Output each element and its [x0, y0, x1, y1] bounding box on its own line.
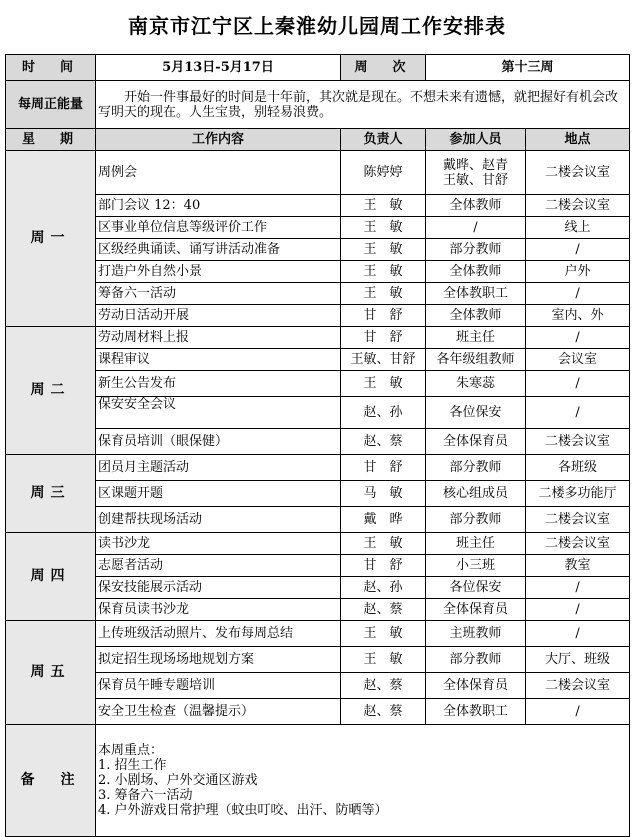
participants: 部分教师 — [426, 239, 526, 261]
location: 各班级 — [526, 455, 630, 481]
participants: / — [426, 217, 526, 239]
owner: 王 敏 — [341, 371, 426, 397]
owner: 王 敏 — [341, 217, 426, 239]
schedule-row — [6, 305, 630, 327]
location: / — [526, 577, 630, 599]
work-content: 保育员培训（眼保健） — [96, 429, 341, 455]
participants: 各位保安 — [426, 577, 526, 599]
location: / — [526, 621, 630, 647]
notes-item: 4. 户外游戏日常护理（蚊虫叮咬、出汗、防晒等） — [98, 803, 388, 818]
work-content: 保安安全会议 — [96, 397, 341, 429]
column-header-row — [6, 129, 630, 151]
work-content: 保安技能展示活动 — [96, 577, 341, 599]
participants: 各位保安 — [426, 397, 526, 429]
location: / — [526, 239, 630, 261]
owner: 赵、蔡 — [341, 673, 426, 699]
location: / — [526, 699, 630, 725]
motto-label: 每周正能量 — [6, 81, 96, 129]
schedule-row — [6, 239, 630, 261]
owner: 赵、蔡 — [341, 429, 426, 455]
location: 大厅、班级 — [526, 647, 630, 673]
schedule-row — [6, 599, 630, 621]
participants: 全体保育员 — [426, 429, 526, 455]
schedule-row — [6, 481, 630, 507]
owner: 王 敏 — [341, 621, 426, 647]
location: / — [526, 397, 630, 429]
work-content: 读书沙龙 — [96, 533, 341, 555]
location: 线上 — [526, 217, 630, 239]
work-content: 新生公告发布 — [96, 371, 341, 397]
participants: 全体教职工 — [426, 699, 526, 725]
location: 二楼会议室 — [526, 429, 630, 455]
col-location: 地点 — [526, 129, 630, 151]
participants: 小三班 — [426, 555, 526, 577]
header-row — [6, 55, 630, 81]
participants: 全体保育员 — [426, 673, 526, 699]
work-content: 课程审议 — [96, 349, 341, 371]
location: / — [526, 599, 630, 621]
location: 二楼会议室 — [526, 507, 630, 533]
schedule-row — [6, 555, 630, 577]
owner: 赵、蔡 — [341, 599, 426, 621]
work-content: 保育员午睡专题培训 — [96, 673, 341, 699]
day-name: 周二 — [6, 327, 96, 455]
participants: 各年级组教师 — [426, 349, 526, 371]
schedule-row — [6, 151, 630, 195]
owner: 王 敏 — [341, 239, 426, 261]
work-content: 创建帮扶现场活动 — [96, 507, 341, 533]
location: 会议室 — [526, 349, 630, 371]
col-owner: 负责人 — [341, 129, 426, 151]
motto-row — [6, 81, 630, 129]
col-day: 星 期 — [6, 129, 96, 151]
location: 二楼会议室 — [526, 673, 630, 699]
participants: 戴晔、赵青 王敏、甘舒 — [426, 151, 526, 195]
participants: 全体教师 — [426, 261, 526, 283]
work-content: 打造户外自然小景 — [96, 261, 341, 283]
schedule-row — [6, 621, 630, 647]
schedule-row — [6, 673, 630, 699]
work-content: 上传班级活动照片、发布每周总结 — [96, 621, 341, 647]
notes-content — [96, 725, 630, 837]
owner: 王 敏 — [341, 533, 426, 555]
col-content: 工作内容 — [96, 129, 341, 151]
day-name: 周三 — [6, 455, 96, 533]
week-value: 第十三周 — [426, 55, 630, 81]
location: 二楼多功能厅 — [526, 481, 630, 507]
week-label: 周 次 — [341, 55, 426, 81]
day-name: 周五 — [6, 621, 96, 725]
date-range: 5月13日-5月17日 — [96, 55, 341, 81]
location: 二楼会议室 — [526, 195, 630, 217]
schedule-row — [6, 577, 630, 599]
work-content: 区课题开题 — [96, 481, 341, 507]
day-name: 周一 — [6, 151, 96, 327]
schedule-row — [6, 533, 630, 555]
location: 室内、外 — [526, 305, 630, 327]
col-participants: 参加人员 — [426, 129, 526, 151]
participants: 全体教职工 — [426, 283, 526, 305]
schedule-row — [6, 507, 630, 533]
work-content: 区事业单位信息等级评价工作 — [96, 217, 341, 239]
work-content: 安全卫生检查（温馨提示） — [96, 699, 341, 725]
work-content: 劳动周材料上报 — [96, 327, 341, 349]
schedule-row — [6, 349, 630, 371]
participants: 班主任 — [426, 327, 526, 349]
location: 二楼会议室 — [526, 151, 630, 195]
participants: 部分教师 — [426, 647, 526, 673]
owner: 甘 舒 — [341, 555, 426, 577]
location: 教室 — [526, 555, 630, 577]
notes-item: 3. 筹备六一活动 — [98, 788, 193, 803]
participants: 部分教师 — [426, 507, 526, 533]
notes-heading: 本周重点： — [98, 743, 164, 758]
time-label: 时 间 — [6, 55, 96, 81]
owner: 赵、蔡 — [341, 699, 426, 725]
location: / — [526, 371, 630, 397]
schedule-row — [6, 455, 630, 481]
owner: 戴 晔 — [341, 507, 426, 533]
participants: 朱寒蕊 — [426, 371, 526, 397]
owner: 甘 舒 — [341, 305, 426, 327]
owner: 王 敏 — [341, 261, 426, 283]
participants: 主班教师 — [426, 621, 526, 647]
location: 二楼会议室 — [526, 533, 630, 555]
work-content: 区级经典诵读、诵写讲活动准备 — [96, 239, 341, 261]
motto-text-body: 开始一件事最好的时间是十年前，其次就是现在。不想未来有遗憾，就把握好有机会改写明天的现在。人生宝贵，别轻易浪费。 — [98, 89, 619, 120]
work-content: 拟定招生现场场地规划方案 — [96, 647, 341, 673]
schedule-row — [6, 371, 630, 397]
schedule-row — [6, 261, 630, 283]
work-content: 周例会 — [96, 151, 341, 195]
location: / — [526, 283, 630, 305]
location: 户外 — [526, 261, 630, 283]
owner: 赵、孙 — [341, 577, 426, 599]
schedule-row — [6, 397, 630, 429]
work-content: 团员月主题活动 — [96, 455, 341, 481]
schedule-row — [6, 429, 630, 455]
weekly-schedule-table — [5, 54, 630, 837]
notes-item: 1. 招生工作 — [98, 758, 167, 773]
schedule-row — [6, 195, 630, 217]
schedule-row — [6, 327, 630, 349]
owner: 陈婷婷 — [341, 151, 426, 195]
participants: 核心组成员 — [426, 481, 526, 507]
location: / — [526, 327, 630, 349]
owner: 王敏、甘舒 — [341, 349, 426, 371]
notes-label: 备 注 — [6, 725, 96, 837]
page-title: 南京市江宁区上秦淮幼儿园周工作安排表 — [128, 14, 506, 38]
work-content: 志愿者活动 — [96, 555, 341, 577]
owner: 甘 舒 — [341, 327, 426, 349]
work-content: 保育员读书沙龙 — [96, 599, 341, 621]
schedule-row — [6, 699, 630, 725]
owner: 马 敏 — [341, 481, 426, 507]
participants: 全体保育员 — [426, 599, 526, 621]
owner: 赵、孙 — [341, 397, 426, 429]
schedule-row — [6, 217, 630, 239]
owner: 王 敏 — [341, 283, 426, 305]
participants: 部分教师 — [426, 455, 526, 481]
participants: 全体教师 — [426, 195, 526, 217]
work-content: 劳动日活动开展 — [96, 305, 341, 327]
owner: 甘 舒 — [341, 455, 426, 481]
owner: 王 敏 — [341, 647, 426, 673]
day-name: 周四 — [6, 533, 96, 621]
notes-row — [6, 725, 630, 837]
motto-text — [96, 81, 630, 129]
work-content: 筹备六一活动 — [96, 283, 341, 305]
notes-item: 2. 小剧场、户外交通区游戏 — [98, 773, 258, 788]
owner: 王 敏 — [341, 195, 426, 217]
participants: 班主任 — [426, 533, 526, 555]
schedule-row — [6, 647, 630, 673]
participants: 全体教师 — [426, 305, 526, 327]
schedule-row — [6, 283, 630, 305]
work-content: 部门会议 12：40 — [96, 195, 341, 217]
